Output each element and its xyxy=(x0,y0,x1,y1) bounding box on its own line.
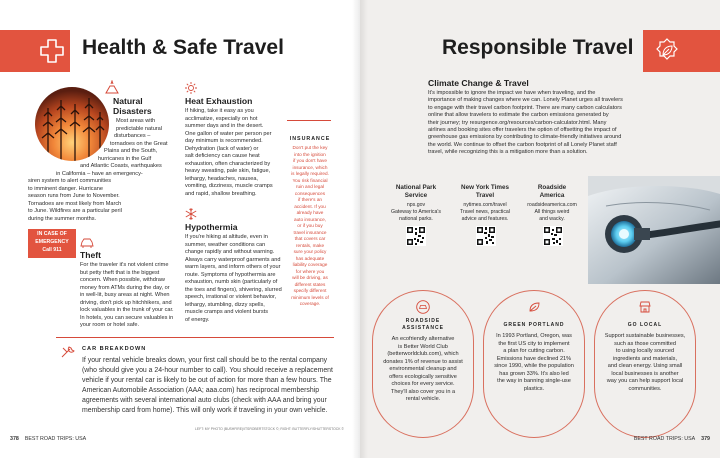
heat-line: Dehydration (lack of water) or xyxy=(185,145,259,152)
natural-disasters-heading xyxy=(113,96,152,116)
ins-line: consequences xyxy=(294,190,326,196)
right-folio-text: BEST ROAD TRIPS: USA xyxy=(633,436,696,442)
resource-desc: and wacky. xyxy=(539,215,565,222)
heat-line: summer days and in the desert. xyxy=(185,123,264,129)
green-portland-heading: GREEN PORTLAND xyxy=(503,322,565,328)
climate-line: greenhouse gas emissions by contributing to climate-friendly initiatives around xyxy=(428,134,622,141)
hypo-line: summer, weather conditions can xyxy=(185,241,266,248)
heat-line: salt deficiency can cause heat xyxy=(185,153,260,159)
resource-url[interactable]: roadsideamerica.com xyxy=(527,202,577,208)
sun-icon xyxy=(185,82,197,94)
go-local-text xyxy=(600,333,690,393)
circle-line: such as those committed xyxy=(614,340,676,347)
circle-line: They'll also cover you in a xyxy=(390,388,456,395)
emergency-line3: Call 911 xyxy=(42,247,62,253)
ins-line: coverage. xyxy=(299,301,321,306)
photo-credit: LEFT: MY PHOTO (BUSHFIRE)/ITSROBERTSTOCK ©; RIGHT: BUTTERFLY/SHUTTERSTOCK © xyxy=(195,427,344,431)
heat-line: One gallon of water per person per xyxy=(185,130,272,137)
circle-line: rental vehicle. xyxy=(405,396,441,402)
insurance-rule xyxy=(287,120,331,121)
nd-line: tornadoes on the Great xyxy=(110,140,168,147)
nd-line: and Atlantic Coasts, earthquakes xyxy=(80,163,162,169)
resource-name: New York Times xyxy=(461,184,509,191)
theft-line: money from ATMs during the day, or xyxy=(80,284,170,291)
leaf-icon xyxy=(527,300,541,314)
resource-name: National Park xyxy=(395,184,437,191)
nd-line: Tornadoes are most likely from March xyxy=(28,200,122,207)
circle-line: a plan for cutting carbon. xyxy=(503,348,565,354)
cb-line: agreements with several international auto clubs (check with AAA and bring your xyxy=(82,397,327,404)
nd-line: Plains and the South, xyxy=(104,148,158,154)
resource-desc: national parks. xyxy=(399,215,433,222)
hypo-line: the toes and fingers), shivering, slurred xyxy=(185,286,282,293)
nd-line: Most areas with xyxy=(116,118,156,124)
right-folio xyxy=(634,436,710,442)
resource-desc: Gateway to America's xyxy=(390,208,441,215)
theft-line: in well-lit, busy areas at night. When xyxy=(80,292,170,298)
cb-line: American Automobile Association (AAA; aaa.com) has reciprocal membership xyxy=(82,387,320,394)
ins-line: You risk financial xyxy=(292,177,328,183)
resource-url[interactable]: nps.gov xyxy=(406,202,426,208)
circle-line: environmental cleanup and xyxy=(389,366,457,372)
right-page xyxy=(360,0,720,458)
hypothermia-text xyxy=(185,234,293,324)
heat-line: acclimatize, especially on hot xyxy=(185,115,258,122)
nd-line: to imminent danger. Hurricane xyxy=(28,185,103,192)
theft-line: For the traveler it's not violent crime xyxy=(80,262,169,268)
cb-line: membership card from home). This will only work if traveling in your own vehicle. xyxy=(82,407,328,414)
nd-line: in California – have an emergency- xyxy=(56,170,143,177)
heat-line: If hiking, take it easy as you xyxy=(185,108,254,114)
climate-line: the world. We continue to offset the carbon footprint of all Lonely Planet staff xyxy=(428,141,617,148)
ins-line: into the ignition xyxy=(294,151,326,157)
ins-line: liability coverage xyxy=(292,262,328,267)
right-page-number: 379 xyxy=(701,436,710,442)
ins-line: if there's an xyxy=(297,197,323,202)
heat-line: day minimum is recommended. xyxy=(185,138,263,144)
qr-code-nyt[interactable] xyxy=(476,226,496,246)
climate-line: It's impossible to ignore the impact we have when traveling, and the xyxy=(428,90,596,96)
nd-line: siren system to alert communities xyxy=(28,178,111,184)
car-theft-icon xyxy=(80,237,94,249)
theft-line: In hotels, you can secure valuables in xyxy=(80,314,174,321)
book-gutter xyxy=(352,0,368,458)
climate-text xyxy=(428,90,690,157)
circle-line: plastics. xyxy=(523,385,545,392)
ins-line: or if you buy xyxy=(297,223,323,228)
ins-line: sure your policy xyxy=(293,249,327,254)
hypo-line: of energy. xyxy=(185,316,210,323)
circle-line: and clean energy. Using small xyxy=(607,363,683,369)
insurance-heading: INSURANCE xyxy=(289,136,331,142)
ins-line: specify different xyxy=(293,288,327,293)
climate-line: travel, while recognizing this is a mitigation more than a solution. xyxy=(428,149,588,156)
page-title: Health & Safe Travel xyxy=(82,36,284,59)
emergency-box xyxy=(28,229,76,258)
circle-line: An ecofriendly alternative xyxy=(391,336,455,342)
qr-code-nps[interactable] xyxy=(406,226,426,246)
circle-heading-line1: ROADSIDE xyxy=(405,318,441,324)
circle-heading-line2: ASSISTANCE xyxy=(402,325,444,331)
hypo-line: Always carry waterproof garments and xyxy=(185,256,281,263)
left-folio-text: BEST ROAD TRIPS: USA xyxy=(24,436,87,442)
resource-name: Service xyxy=(404,191,428,199)
car-icon xyxy=(416,300,430,314)
ins-line: if you don't have xyxy=(293,158,327,163)
wrench-icon xyxy=(60,345,76,359)
resource-nps xyxy=(388,184,444,222)
heat-line: heavy sweating, pale skin, fatigue, xyxy=(185,168,271,174)
car-breakdown-text xyxy=(82,356,344,416)
resource-name: America xyxy=(539,191,565,199)
circle-line: choices for every service. xyxy=(391,381,455,387)
heat-line: and rapid, shallow breathing. xyxy=(185,190,257,197)
ins-line: is legally required. xyxy=(291,171,329,176)
resource-nyt xyxy=(454,184,516,222)
climate-heading: Climate Change & Travel xyxy=(428,78,529,88)
theft-line: driving, don't pick up hitchhikers, and xyxy=(80,299,172,306)
ins-line: that covers car xyxy=(294,236,326,241)
resource-name: Travel xyxy=(475,191,495,199)
ins-line: for where you xyxy=(295,268,325,274)
shop-icon xyxy=(638,300,652,314)
theft-text xyxy=(80,262,180,330)
hypo-line: change rapidly and without warning. xyxy=(185,249,275,255)
natural-disasters-text xyxy=(28,118,178,223)
nd-line: to June. Wildfires are a particular peril xyxy=(28,208,122,214)
hypo-line: exhaustion, numb skin (particularly of xyxy=(185,279,278,285)
roadside-assistance-heading xyxy=(374,318,472,332)
ins-line: rentals, make xyxy=(295,242,325,248)
cb-line: (who should give you a 24-hour number to call). You should receive a replacement xyxy=(82,367,333,374)
car-breakdown-rule xyxy=(56,337,334,338)
ins-line: already have xyxy=(296,210,324,215)
circle-line: Emissions have declined 21% xyxy=(496,355,572,362)
ins-line: will be driving, as xyxy=(292,275,328,280)
circle-line: since 1990, while the population xyxy=(494,363,574,369)
circle-line: local businesses is another xyxy=(611,370,679,377)
emergency-line1: IN CASE OF xyxy=(37,231,67,237)
heat-exhaustion-text xyxy=(185,108,290,198)
ins-line: Don't put the key xyxy=(292,145,328,150)
theft-line: concern. When possible, withdraw xyxy=(80,277,165,283)
left-folio xyxy=(10,436,86,442)
circle-line: to using locally sourced xyxy=(615,348,675,354)
circle-line: has grown 33%. It's also led xyxy=(499,370,569,377)
qr-code-roadside-america[interactable] xyxy=(543,226,563,246)
resource-desc: All things weird xyxy=(534,208,570,215)
climate-line: airlines and booking sites offer travelers the option of offsetting the impact of xyxy=(428,127,617,134)
climate-line: to engage with their travel carbon footprint. There are many carbon calculators xyxy=(428,104,622,111)
heat-line: vomiting, dizziness, muscle cramps xyxy=(185,183,273,189)
nd-line: predictable natural xyxy=(116,125,163,132)
insurance-text xyxy=(284,145,336,308)
resource-desc: advice and features. xyxy=(461,215,509,222)
circle-line: the way in banning single-use xyxy=(497,378,571,384)
snowflake-icon xyxy=(185,208,197,220)
circle-line: ingredients and materials, xyxy=(612,355,678,362)
heat-line: lethargy, headaches, nausea, xyxy=(185,175,258,182)
green-portland-text xyxy=(489,333,579,393)
ins-line: insurance, which xyxy=(292,164,328,170)
hypo-line: muscle cramps and violent bursts xyxy=(185,309,269,315)
circle-line: communities. xyxy=(628,385,662,392)
hypo-line: If you're hiking at altitude, even in xyxy=(185,234,268,240)
cb-line: If your rental vehicle breaks down, your first call should be to the rental company xyxy=(82,357,328,364)
ins-line: different states xyxy=(294,281,326,287)
theft-line: lock valuables in the trunk of your car. xyxy=(80,307,174,313)
nd-line: during the summer months. xyxy=(28,215,97,222)
natural-disasters-heading-line1: Natural xyxy=(113,96,143,106)
nd-line: disturbances – xyxy=(114,133,151,139)
circle-line: is Better World Club xyxy=(398,343,448,350)
left-page-number: 378 xyxy=(10,436,19,442)
nd-line: season runs from June to November. xyxy=(28,193,120,199)
page-title: Responsible Travel xyxy=(442,36,634,59)
ins-line: ruin and legal xyxy=(295,184,325,189)
circle-line: Support sustainable businesses, xyxy=(604,333,686,339)
heat-exhaustion-heading: Heat Exhaustion xyxy=(185,96,253,106)
leaf-badge-icon xyxy=(650,34,684,68)
theft-line: but petty theft that is the biggest xyxy=(80,269,160,276)
resource-roadside-america xyxy=(524,184,580,222)
hypo-line: route. Symptoms of hypothermia are xyxy=(185,271,276,278)
climate-line: importance of making changes where we can. Lonely Planet urges all travelers xyxy=(428,97,623,104)
ev-charging-photo xyxy=(588,176,720,284)
go-local-heading: GO LOCAL xyxy=(627,322,663,328)
climate-line: their journey; try resurgence.org/resources/carbon-calculator.html. Many xyxy=(428,119,607,126)
circle-line: donates 1% of revenue to assist xyxy=(383,358,463,365)
hypo-line: lethargy, stumbling, dizzy spells, xyxy=(185,301,265,308)
theft-heading: Theft xyxy=(80,250,102,260)
circle-line: In 1993 Portland, Oregon, was xyxy=(496,333,572,339)
cb-line: vehicle if your rental car is likely to be out of action for more than a few hours. The xyxy=(82,377,332,384)
circle-line: way you can help support local xyxy=(606,378,684,384)
car-breakdown-heading: CAR BREAKDOWN xyxy=(82,346,147,352)
emergency-line2: EMERGENCY xyxy=(35,239,69,245)
natural-disasters-heading-line2: Disasters xyxy=(113,106,152,116)
ins-line: travel insurance xyxy=(293,229,327,235)
nd-line: hurricanes in the Gulf xyxy=(98,155,152,162)
circle-line: offers ecologically sensitive xyxy=(389,373,457,380)
heat-line: exhaustion, often characterized by xyxy=(185,160,271,167)
roadside-assistance-text xyxy=(378,336,468,404)
theft-line: your room or hotel safe. xyxy=(80,322,140,328)
hypo-line: warm layers, and inform others of your xyxy=(185,264,281,270)
circle-line: the first US city to implement xyxy=(498,340,570,347)
hypo-line: speech, irrational or violent behavior, xyxy=(185,294,277,300)
ins-line: minimum levels of xyxy=(291,294,329,300)
resource-url[interactable]: nytimes.com/travel xyxy=(463,202,507,208)
resource-desc: Travel news, practical xyxy=(460,208,510,215)
climate-line: online that allow travelers to estimate the carbon emissions generated by xyxy=(428,112,609,119)
ins-line: has adequate xyxy=(295,255,325,261)
circle-line: (betterworldclub.com), which xyxy=(387,351,459,357)
resource-name: Roadside xyxy=(537,184,567,191)
volcano-icon xyxy=(105,80,119,94)
hypothermia-heading: Hypothermia xyxy=(185,222,238,232)
ins-line: accident. If you xyxy=(294,203,326,209)
medical-cross-icon xyxy=(35,34,69,68)
ins-line: auto insurance, xyxy=(293,216,327,222)
